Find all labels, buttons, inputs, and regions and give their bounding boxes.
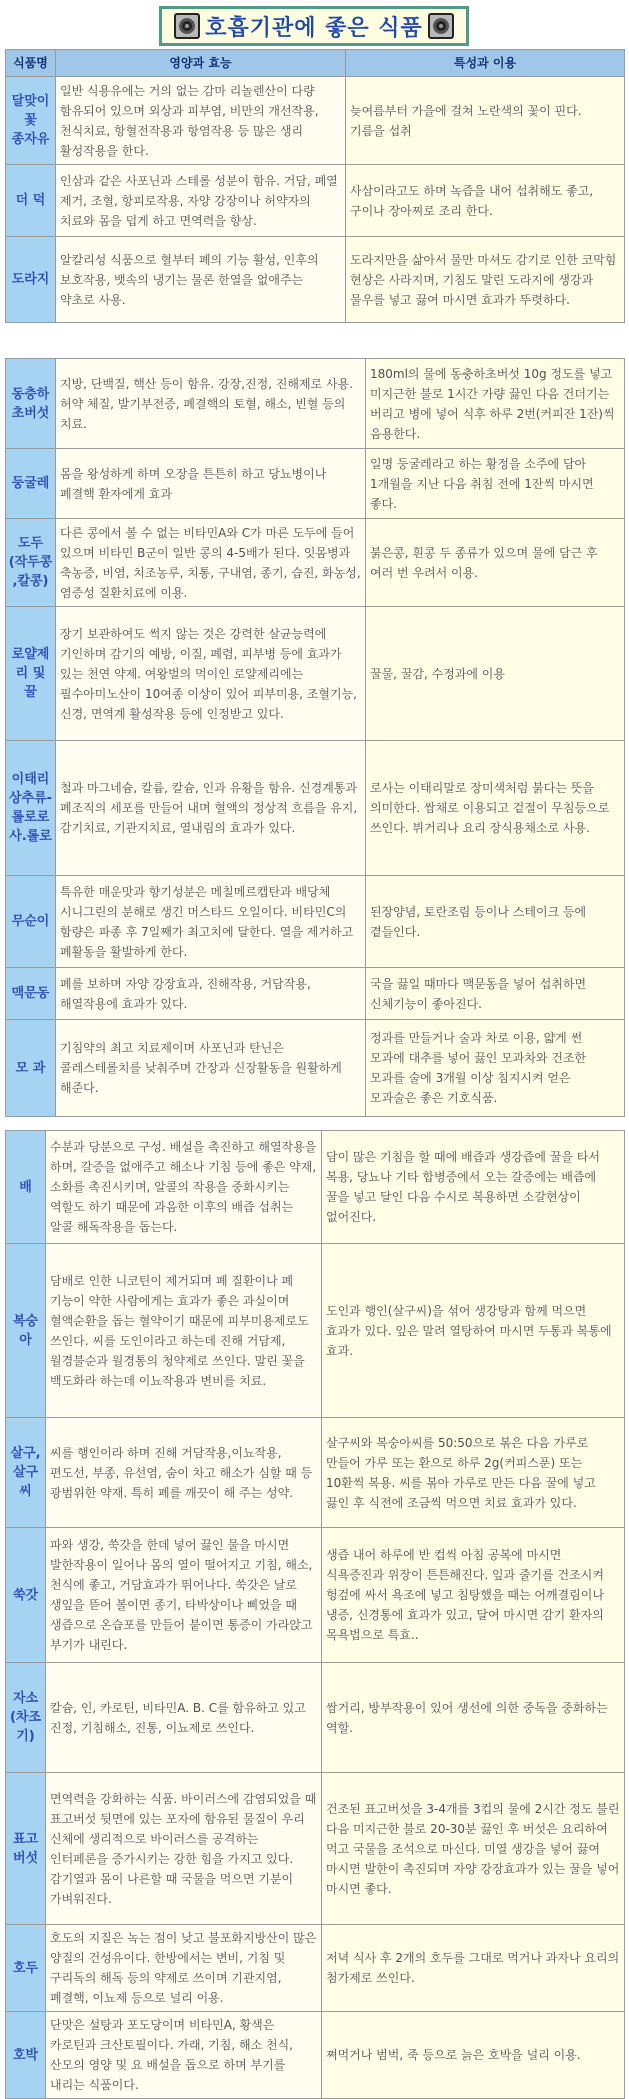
table-row [6,607,625,741]
food-use: 꿀물, 꿀감, 수정과에 이용 [366,607,625,741]
food-name: 자소(차조기) [6,1663,46,1773]
food-use: 붉은콩, 흰콩 두 종류가 있으며 물에 담근 후 여러 번 우려서 이용. [366,519,625,607]
food-use: 사삼이라고도 하며 녹즙을 내어 섭취해도 좋고, 구이나 장아찌로 조리 한다. [346,165,625,237]
header-use: 특성과 이용 [346,50,625,77]
food-name: 배 [6,1131,46,1244]
table-header-row [6,50,625,77]
food-effect: 몸을 왕성하게 하며 오장을 튼튼히 하고 당뇨병이나 폐결핵 환자에게 효과 [56,449,366,519]
food-use: 저녁 식사 후 2개의 호두를 그대로 먹거나 과자나 요리의 첨가제로 쓰인다. [322,1925,625,2012]
food-use: 쪄먹거나 범벅, 죽 등으로 늙은 호박을 널리 이용. [322,2012,625,2099]
food-effect: 장기 보관하여도 썩지 않는 것은 강력한 살균능력에 기인하며 감기의 예방, 이질, 폐렴, 피부병 등에 효과가 있는 천연 약제. 여왕벌의 먹이인 로얄제리에는 필수아미노산이 10여종 이상이 있어 피부미용, 조혈기능, 신경, 면역계 활성작용 등에 인정받고 있다. [56,607,366,741]
food-effect: 단맛은 설탕과 포도당이며 비타민A, 황색은 카로틴과 크산토필이다. 가래, 기침, 해소 천식, 산모의 영양 및 요 배설을 돕으로 하며 부기를 내리는 식품이다. [46,2012,322,2099]
food-name: 로얄제리 및 꿀 [6,607,56,741]
food-name: 도라지 [6,237,56,323]
food-table-section-1 [5,49,625,323]
food-name: 더 덕 [6,165,56,237]
table-row [6,449,625,519]
food-effect: 특유한 매운맛과 향기성분은 메칠메르캡탄과 배당체 시니그린의 분해로 생긴 머스타드 오일이다. 비타민C의 함량은 파종 후 7일째가 최고치에 달한다. 열을 제거하고 폐활동을 활발하게 한다. [56,876,366,968]
header-food-name: 식품명 [6,50,56,77]
food-effect: 알칼리성 식품으로 혈부터 폐의 기능 활성, 인후의 보호작용, 뱃속의 냉기는 물론 한열을 없애주는 약초로 사용. [56,237,346,323]
food-use: 건조된 표고버섯을 3-4개를 3컵의 물에 2시간 정도 불린 다음 미지근한 불로 20-30분 끓인 후 버섯은 요리하여 먹고 국물을 조석으로 마신다. 미열 생강을 넣어 끓여 마시면 발한이 촉진되며 자양 강장효과가 있는 꿀을 넣어 마시면 좋다. [322,1773,625,1925]
table-row [6,165,625,237]
food-use: 도라지만을 삶아서 물만 마셔도 감기로 인한 코막힘 현상은 사라지며, 기침도 말린 도라지에 생강과 물우를 넣고 끓여 마시면 효과가 뚜렷하다. [346,237,625,323]
table-row [6,741,625,876]
food-effect: 담배로 인한 니코틴이 제거되며 폐 질환이나 폐 기능이 약한 사람에게는 효과가 좋은 과실이며 혈액순환을 돕는 혈약이기 때문에 피부미용제로도 쓰인다. 씨를 도인이라고 하는데 진해 거담제, 월경불순과 월경통의 청약제로 쓰인다. 말린 꽃을 백도화라 하는데 이뇨작용과 변비를 치료. [46,1244,322,1418]
food-name: 이태리 상추류-롤로로사.롤로 [6,741,56,876]
food-name: 도두(작두콩,칼콩) [6,519,56,607]
food-use: 도인과 행인(살구씨)을 섞어 생강탕과 함께 먹으면 효과가 있다. 잎은 말려 열탕하여 마시면 두통과 복통에 효과. [322,1244,625,1418]
food-effect: 수분과 당분으로 구성. 배설을 촉진하고 해열작용을 하며, 갈증을 없애주고 해소나 기침 등에 좋은 약재, 소화를 촉진시키며, 알콜의 작용을 중화시키는 역할도 하기 때문에 과음한 이후의 배즙 섭취는 알콜 해독작용을 돕는다. [46,1131,322,1244]
speaker-icon [174,13,200,39]
food-name: 표고버섯 [6,1773,46,1925]
table-row [6,519,625,607]
food-name: 무순이 [6,876,56,968]
food-use: 일명 둥굴레라고 하는 황정을 소주에 담아 1개월을 지난 다음 취침 전에 1잔씩 마시면 좋다. [366,449,625,519]
table-row [6,1925,625,2012]
food-effect: 호도의 지질은 녹는 점이 낮고 불포화지방산이 많은 양질의 건성유이다. 한방에서는 변비, 기침 및 구리독의 해독 등의 약제로 쓰이며 기관지염, 폐결핵, 이뇨제 등으로 널리 이용. [46,1925,322,2012]
food-name: 살구,살구씨 [6,1418,46,1528]
food-name: 호두 [6,1925,46,2012]
food-use: 정과를 만들거나 술과 차로 이용, 얇게 썬 모과에 대추를 넣어 끓인 모과차와 건조한 모과를 술에 3개월 이상 침지시켜 얻은 모과술은 좋은 기호식품. [366,1020,625,1117]
table-row [6,237,625,323]
food-use: 된장양념, 토란조림 등이나 스테이크 등에 곁들인다. [366,876,625,968]
food-name: 맥문동 [6,968,56,1020]
speaker-icon [428,13,454,39]
food-use: 180ml의 물에 동충하초버섯 10g 정도를 넣고 미지근한 불로 1시간 가량 끓인 다음 건더기는 버리고 병에 넣어 식후 하루 2번(커피잔 1잔)씩 음용한다. [366,359,625,449]
page-title: 호흡기관에 좋은 식품 [205,15,423,41]
food-effect: 일반 식용유에는 거의 없는 감마 리놀렌산이 다량 함유되어 있으며 외상과 피부염, 비만의 개선작용, 천식치료, 항혈전작용과 항염작용 등 많은 생리 활성작용을 한다. [56,77,346,165]
food-table-section-2 [5,358,625,1117]
header-effect: 영양과 효능 [56,50,346,77]
table-row [6,1663,625,1773]
table-row [6,1528,625,1663]
food-use: 담이 많은 기침을 할 때에 배즙과 생강즙에 꿀을 타서 복용, 당뇨나 기타 합병증에서 오는 갈증에는 배즙에 꿀을 넣고 달인 다음 수시로 복용하면 소갈현상이 없어진다. [322,1131,625,1244]
food-effect: 철과 마그네슘, 칼륨, 칼슘, 인과 유황을 함유. 신경계통과 폐조직의 세포를 만들어 내며 혈액의 정상적 흐름을 유지, 감기치료, 기관지치료, 열내림의 효과가 있다. [56,741,366,876]
table-row [6,876,625,968]
food-name: 호박 [6,2012,46,2099]
food-name: 모 과 [6,1020,56,1117]
title-banner [159,6,469,46]
food-effect: 다른 콩에서 볼 수 없는 비타민A와 C가 마른 도두에 들어 있으며 비타민 B군이 일반 콩의 4-5배가 된다. 잇몸병과 축농증, 비염, 치조농루, 치통, 구내염, 종기, 습진, 화농성, 염증성 질환치료에 이용. [56,519,366,607]
food-name: 동충하초버섯 [6,359,56,449]
food-effect: 면역력을 강화하는 식품. 바이러스에 감염되었을 때 표고버섯 뒷면에 있는 포자에 함유된 물질이 우리 신체에 생리적으로 바이러스를 공격하는 인터페론을 증가시키는 강한 힘을 가지고 있다. 감기열과 몸이 나른할 때 국물을 먹으면 기분이 가벼워진다. [46,1773,322,1925]
table-row [6,1773,625,1925]
food-use: 국을 끓일 때마다 맥문동을 넣어 섭취하면 신체기능이 좋아진다. [366,968,625,1020]
table-row [6,1020,625,1117]
table-row [6,1418,625,1528]
table-row [6,1131,625,1244]
food-effect: 기침약의 최고 치료제이며 사포닌과 탄닌은 콜레스테롤치를 낮춰주며 간장과 신장활동을 원활하게 해준다. [56,1020,366,1117]
food-effect: 인삼과 같은 사포닌과 스테롤 성분이 함유. 거담, 폐열 제거, 조혈, 항피로작용, 자양 강장이나 허약자의 치료와 몸을 덥게 하고 면역력을 향상. [56,165,346,237]
table-row [6,2012,625,2099]
food-effect: 씨를 행인이라 하며 진해 거담작용,이뇨작용, 편도선, 부종, 유선염, 숨이 차고 해소가 심할 때 등 광범위한 약재. 특히 폐를 깨끗이 해 주는 성약. [46,1418,322,1528]
table-row [6,1244,625,1418]
food-effect: 폐를 보하며 자양 강장효과, 진해작용, 거담작용, 해열작용에 효과가 있다. [56,968,366,1020]
table-row [6,359,625,449]
food-use: 생즙 내어 하루에 반 컵씩 아침 공복에 마시면 식욕증진과 위장이 튼튼해진다. 잎과 줄기를 건조시켜 헝겊에 싸서 욕조에 넣고 침탕했을 때는 어깨결림이나 냉증, 신경통에 효과가 있고, 달여 마시면 감기 환자의 목욕법으로 특효.. [322,1528,625,1663]
food-use: 살구씨와 복숭아씨를 50:50으로 볶은 다음 가루로 만들어 가루 또는 환으로 하루 2g(커피스푼) 또는 10환씩 복용. 씨를 볶아 가루로 만든 다음 꿀에 넣고 끓인 후 식전에 조금씩 먹으면 치료 효과가 있다. [322,1418,625,1528]
food-use: 늦여름부터 가을에 걸쳐 노란색의 꽃이 핀다. 기름을 섭취 [346,77,625,165]
food-name: 쑥갓 [6,1528,46,1663]
table-row [6,77,625,165]
food-name: 달맞이꽃 종자유 [6,77,56,165]
food-effect: 지방, 단백질, 핵산 등이 함유. 강장,진정, 진해제로 사용. 허약 체질, 발기부전증, 폐결핵의 토혈, 해소, 빈혈 등의 치료. [56,359,366,449]
food-use: 로사는 이태리말로 장미색처럼 붉다는 뜻을 의미한다. 쌈채로 이용되고 겉절이 무침등으로 쓰인다. 뷔거리나 요리 장식용채소로 사용. [366,741,625,876]
food-effect: 칼슘, 인, 카로틴, 비타민A. B. C를 함유하고 있고 진정, 기침해소, 진통, 이뇨제로 쓰인다. [46,1663,322,1773]
food-name: 복숭아 [6,1244,46,1418]
food-name: 둥굴레 [6,449,56,519]
food-use: 쌈거리, 방부작용이 있어 생선에 의한 중독을 중화하는 역할. [322,1663,625,1773]
food-effect: 파와 생강, 쑥갓을 한데 넣어 끓인 물을 마시면 발한작용이 일어나 몸의 열이 떨어지고 기침, 해소, 천식에 좋고, 거담효과가 뛰어나다. 쑥갓은 날로 생잎을 뜯어 볼이면 종기, 타박상이나 삐었을 때 생즙으로 온습포를 만들어 붙이면 통증이 가라앉고 부기가 내린다. [46,1528,322,1663]
food-table-section-3 [5,1130,625,2099]
table-row [6,968,625,1020]
